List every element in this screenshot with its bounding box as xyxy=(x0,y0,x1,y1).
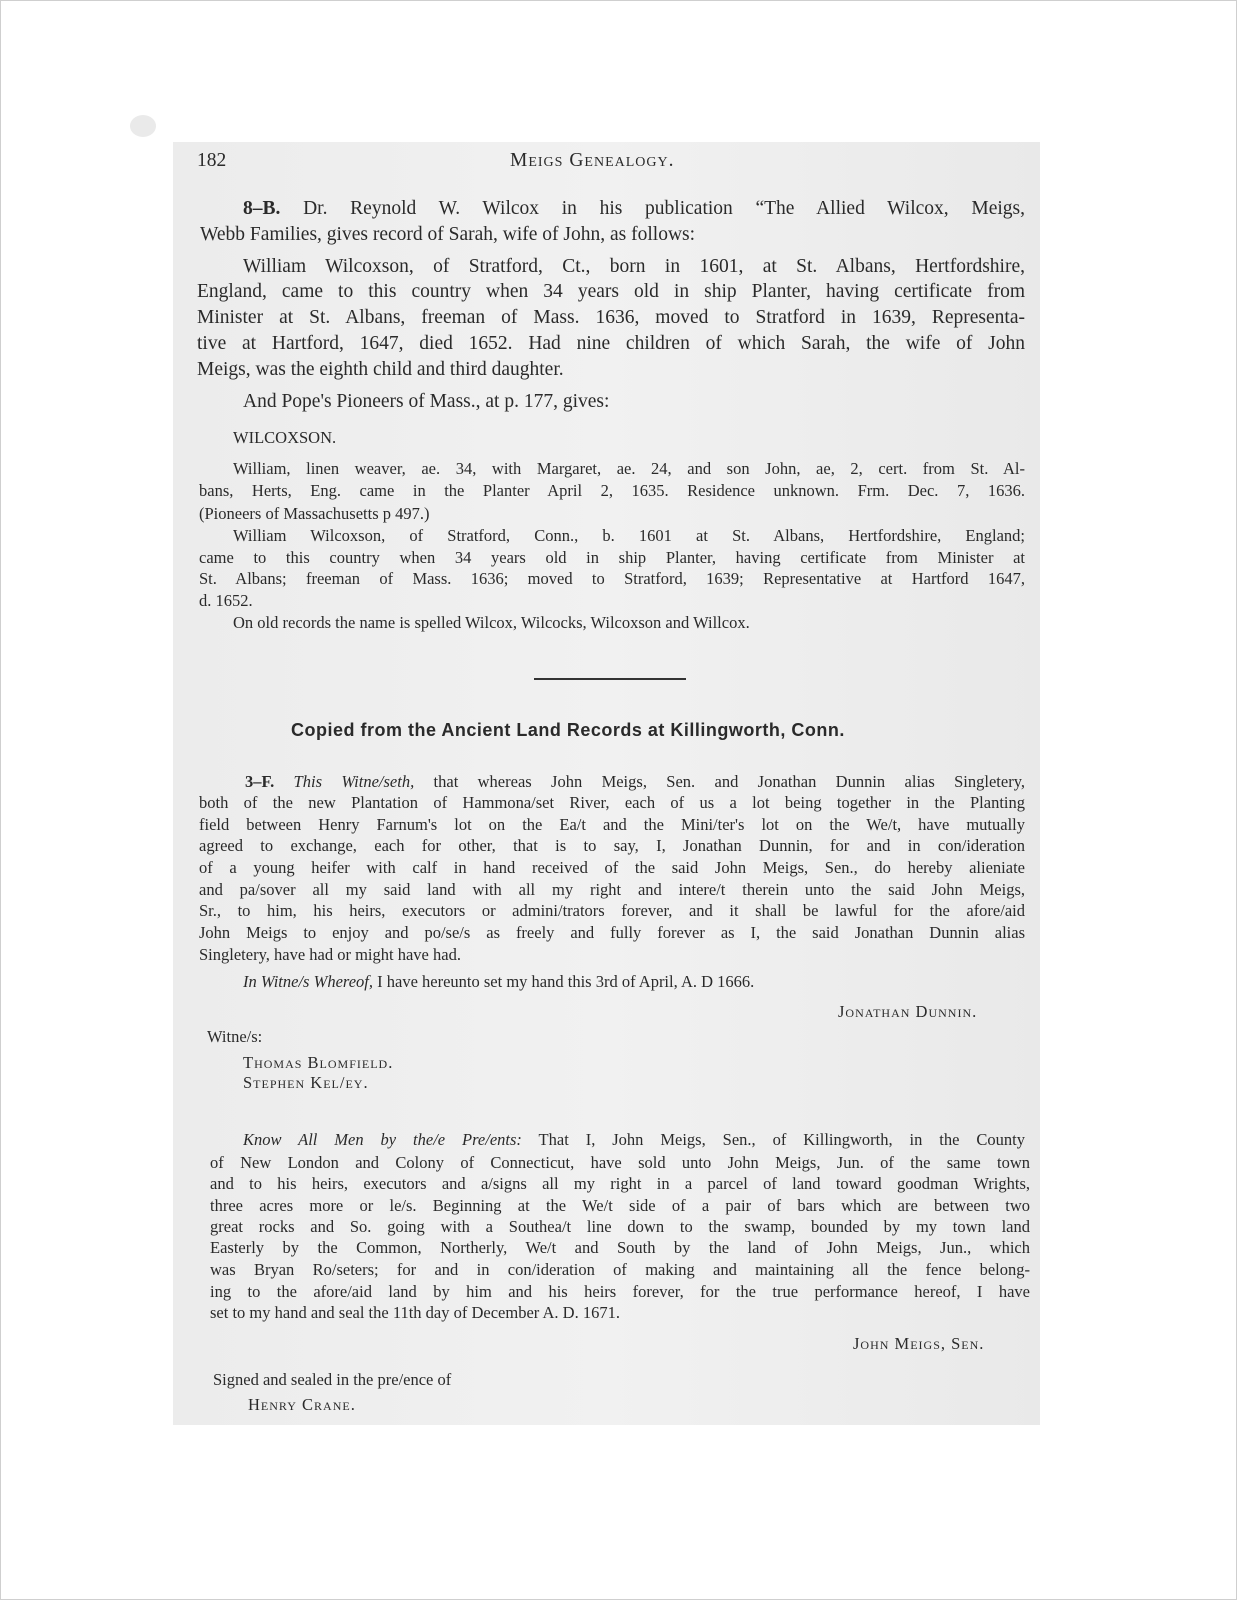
entry-number: 3–F. xyxy=(245,772,275,791)
line-text: and pa/sover all my said land with all my right and intere/t therein unto the said John Meigs, xyxy=(199,880,1025,899)
deed-line xyxy=(210,1238,1030,1259)
deed-line xyxy=(210,1196,1030,1217)
line-text: great rocks and So. going with a Southea/t line down to the swamp, bounded by my town land xyxy=(210,1217,1030,1236)
paragraph-line xyxy=(200,224,1025,246)
quote-line: came to this country when 34 years old in ship Planter, having certificate from Minister at xyxy=(199,548,1025,567)
deed-line xyxy=(199,901,1025,922)
paragraph-line: tive at Hartford, 1647, died 1652. Had nine children of which Sarah, the wife of John xyxy=(197,333,1025,354)
line-text: was Bryan Ro/seters; for and in con/ideration of making and maintaining all the fence belong- xyxy=(210,1260,1030,1279)
paragraph-line: England, came to this country when 34 years old in ship Planter, having certificate from xyxy=(197,281,1025,302)
quote-line: d. 1652. xyxy=(199,591,253,610)
line-text: Sr., to him, his heirs, executors or admini/trators forever, and it shall be lawful for the afore/aid xyxy=(199,901,1025,920)
quote-line: William, linen weaver, ae. 34, with Margaret, ae. 24, and son John, ae, 2, cert. from St. Al- xyxy=(233,459,1025,478)
quote-line: bans, Herts, Eng. came in the Planter April 2, 1635. Residence unknown. Frm. Dec. 7, 1636. xyxy=(199,481,1025,500)
line-text: Dr. Reynold W. Wilcox in his publication “The Allied Wilcox, Meigs, xyxy=(280,198,1025,219)
entry-number: 8–B. xyxy=(243,198,281,219)
paragraph-line: Meigs, was the eighth child and third daughter. xyxy=(197,359,564,380)
witness-name: Thomas Blomfield. xyxy=(243,1053,394,1072)
witness-name: Stephen Kel/ey. xyxy=(243,1073,369,1092)
paragraph-line xyxy=(243,198,1025,223)
quote-heading: WILCOXSON. xyxy=(233,428,337,447)
section-divider xyxy=(534,678,686,680)
deed-line xyxy=(243,1130,1025,1151)
line-text: and to his heirs, executors and a/signs all my right in a parcel of land toward goodman Wrights, xyxy=(210,1174,1030,1193)
line-text: agreed to exchange, each for other, that is to say, I, Jonathan Dunnin, for and in con/ideration xyxy=(199,836,1025,855)
scan-smudge xyxy=(130,115,156,137)
line-text: John Meigs to enjoy and po/se/s as freely and fully forever as I, the said Jonathan Dunnin alias xyxy=(199,923,1025,942)
witnesses-label: Signed and sealed in the pre/ence of xyxy=(213,1370,452,1389)
line-text: Singletery, have had or might have had. xyxy=(199,945,461,964)
line-text: I have hereunto set my hand this 3rd of April, A. D 1666. xyxy=(373,972,755,991)
deed-line xyxy=(210,1174,1030,1195)
paragraph-line: Minister at St. Albans, freeman of Mass. 1636, moved to Stratford in 1639, Representa- xyxy=(197,307,1025,328)
italic-lead: In Witne/s Whereof, xyxy=(243,972,373,991)
deed-line xyxy=(199,923,1025,944)
witnesses-label: Witne/s: xyxy=(207,1027,263,1046)
line-text: set to my hand and seal the 11th day of December A. D. 1671. xyxy=(210,1303,620,1322)
deed-line xyxy=(199,880,1025,901)
line-text: Webb Families, gives record of Sarah, wife of John, as follows: xyxy=(200,224,696,245)
deed-line xyxy=(243,972,754,992)
line-text: Easterly by the Common, Northerly, We/t and South by the land of John Meigs, Jun., which xyxy=(210,1238,1030,1257)
quote-line: (Pioneers of Massachusetts p 497.) xyxy=(199,504,430,523)
running-title: Meigs Genealogy. xyxy=(510,150,675,171)
deed-line xyxy=(210,1260,1030,1281)
line-text: of New London and Colony of Connecticut, have sold unto John Meigs, Jun. of the same town xyxy=(210,1153,1030,1172)
section-heading: Copied from the Ancient Land Records at Killingworth, Conn. xyxy=(291,720,845,740)
quote-line: St. Albans; freeman of Mass. 1636; moved to Stratford, 1639; Representative at Hartford 1647, xyxy=(199,569,1025,588)
deed-line xyxy=(210,1153,1030,1174)
deed-line xyxy=(199,815,1025,836)
paragraph-line: And Pope's Pioneers of Mass., at p. 177, gives: xyxy=(243,391,610,412)
deed-line xyxy=(199,858,1025,879)
line-text: That I, John Meigs, Sen., of Killingworth, in the County xyxy=(521,1130,1025,1149)
italic-lead: Know All Men by the/e Pre/ents: xyxy=(243,1130,522,1149)
deed-line xyxy=(199,945,1025,965)
deed-line xyxy=(199,836,1025,857)
line-text: that whereas John Meigs, Sen. and Jonathan Dunnin alias Singletery, xyxy=(414,772,1025,791)
signature-name: John Meigs, Sen. xyxy=(853,1334,985,1353)
deed-line xyxy=(210,1303,1030,1323)
witness-name: Henry Crane. xyxy=(248,1395,356,1414)
signature-name: Jonathan Dunnin. xyxy=(838,1002,978,1021)
deed-line xyxy=(245,772,1025,793)
quote-line: On old records the name is spelled Wilcox, Wilcocks, Wilcoxson and Willcox. xyxy=(233,613,750,632)
deed-line xyxy=(210,1217,1030,1238)
page-number: 182 xyxy=(197,150,227,171)
deed-line xyxy=(210,1282,1030,1303)
quote-line: William Wilcoxson, of Stratford, Conn., b. 1601 at St. Albans, Hertfordshire, England; xyxy=(233,526,1025,545)
line-text: of a young heifer with calf in hand received of the said John Meigs, Sen., do hereby alieniate xyxy=(199,858,1025,877)
line-text: both of the new Plantation of Hammona/set River, each of us a lot being together in the Planting xyxy=(199,793,1025,812)
paragraph-line: William Wilcoxson, of Stratford, Ct., born in 1601, at St. Albans, Hertfordshire, xyxy=(243,256,1025,277)
line-text: three acres more or le/s. Beginning at the We/t side of a pair of bars which are between two xyxy=(210,1196,1030,1215)
deed-line xyxy=(199,793,1025,814)
line-text: field between Henry Farnum's lot on the Ea/t and the Mini/ter's lot on the We/t, have mutually xyxy=(199,815,1025,834)
italic-lead: This Witne/seth, xyxy=(274,772,415,791)
line-text: ing to the afore/aid land by him and his heirs forever, for the true performance hereof, I have xyxy=(210,1282,1030,1301)
